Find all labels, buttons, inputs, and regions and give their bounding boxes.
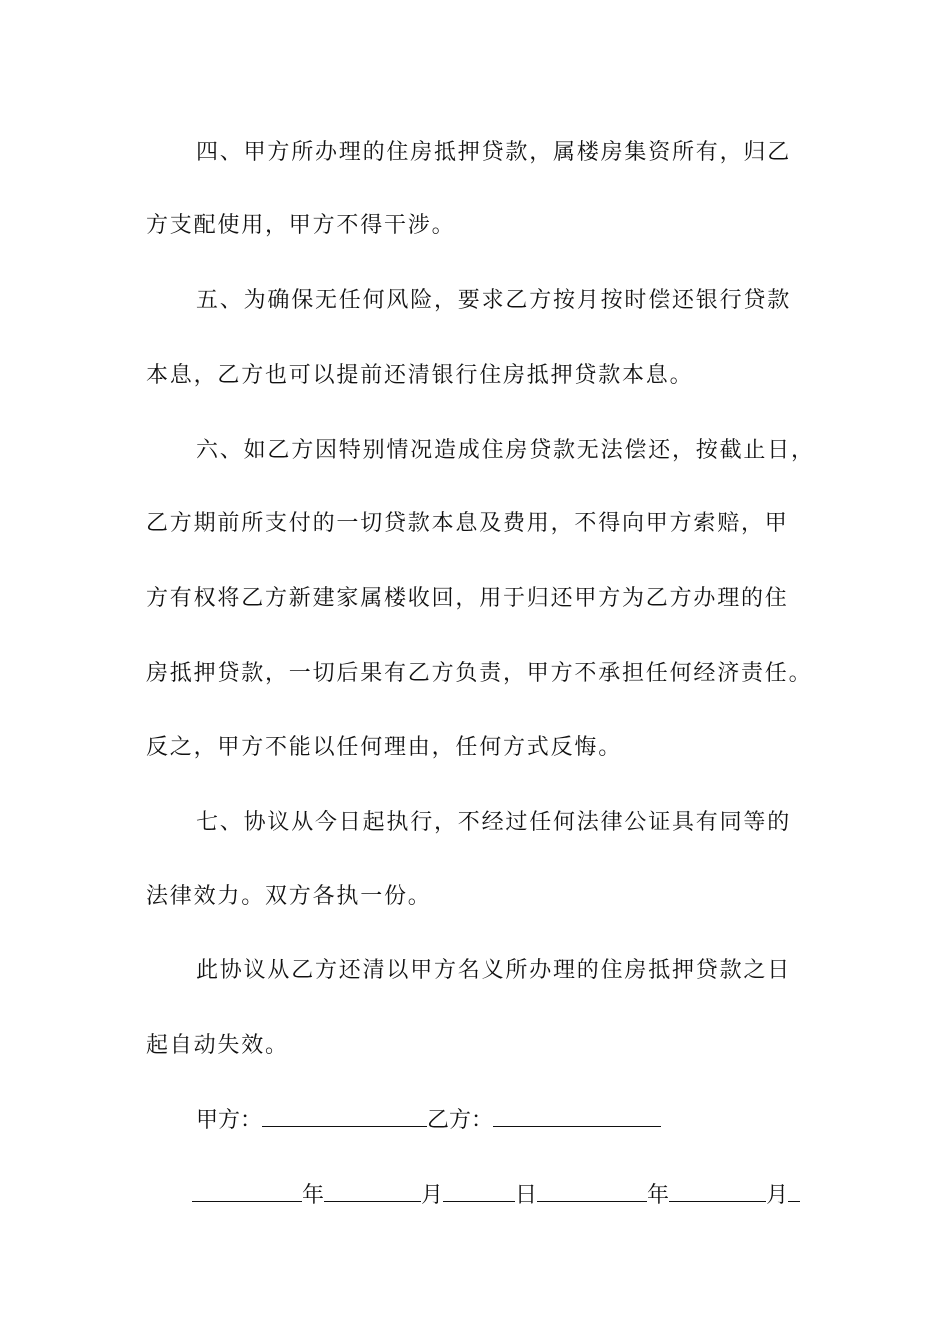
party-a-year-blank[interactable] (192, 1183, 302, 1202)
year-label-a: 年 (302, 1183, 325, 1208)
clause-4-line-2: 方支配使用，甲方不得干涉。 (146, 213, 456, 238)
party-b-year-blank[interactable] (537, 1183, 647, 1202)
validity-line-2: 起自动失效。 (146, 1033, 289, 1058)
clause-4-line-1: 四、甲方所办理的住房抵押贷款，属楼房集资所有，归乙 (196, 140, 792, 165)
validity-line-1: 此协议从乙方还清以甲方名义所办理的住房抵押贷款之日 (196, 958, 792, 983)
party-b-label: 乙方： (427, 1108, 494, 1133)
date-row (192, 1183, 800, 1209)
clause-6-line-5: 反之，甲方不能以任何理由，任何方式反悔。 (146, 735, 623, 760)
clause-6-line-4: 房抵押贷款，一切后果有乙方负责，甲方不承担任何经济责任。 (146, 661, 813, 686)
clause-6-line-2: 乙方期前所支付的一切贷款本息及费用，不得向甲方索赔，甲 (146, 511, 789, 536)
year-label-b: 年 (647, 1183, 670, 1208)
clause-6-line-3: 方有权将乙方新建家属楼收回，用于归还甲方为乙方办理的住 (146, 586, 789, 611)
clause-5-line-2: 本息，乙方也可以提前还清银行住房抵押贷款本息。 (146, 363, 694, 388)
signature-row (196, 1108, 661, 1134)
clause-7-line-2: 法律效力。双方各执一份。 (146, 884, 432, 909)
clause-6-line-1: 六、如乙方因特别情况造成住房贷款无法偿还，按截止日， (196, 438, 815, 463)
party-a-day-blank[interactable] (443, 1183, 515, 1202)
month-label-b: 月 (766, 1183, 789, 1208)
clause-7-line-1: 七、协议从今日起执行，不经过任何法律公证具有同等的 (196, 810, 792, 835)
clause-5-line-1: 五、为确保无任何风险，要求乙方按月按时偿还银行贷款 (196, 288, 792, 313)
party-b-day-blank[interactable] (788, 1183, 800, 1202)
party-a-signature-blank[interactable] (262, 1108, 427, 1127)
party-a-month-blank[interactable] (324, 1183, 421, 1202)
party-b-signature-blank[interactable] (493, 1108, 661, 1127)
party-a-label: 甲方： (196, 1108, 263, 1133)
party-b-month-blank[interactable] (669, 1183, 766, 1202)
month-label-a: 月 (421, 1183, 444, 1208)
day-label-a: 日 (515, 1183, 538, 1208)
